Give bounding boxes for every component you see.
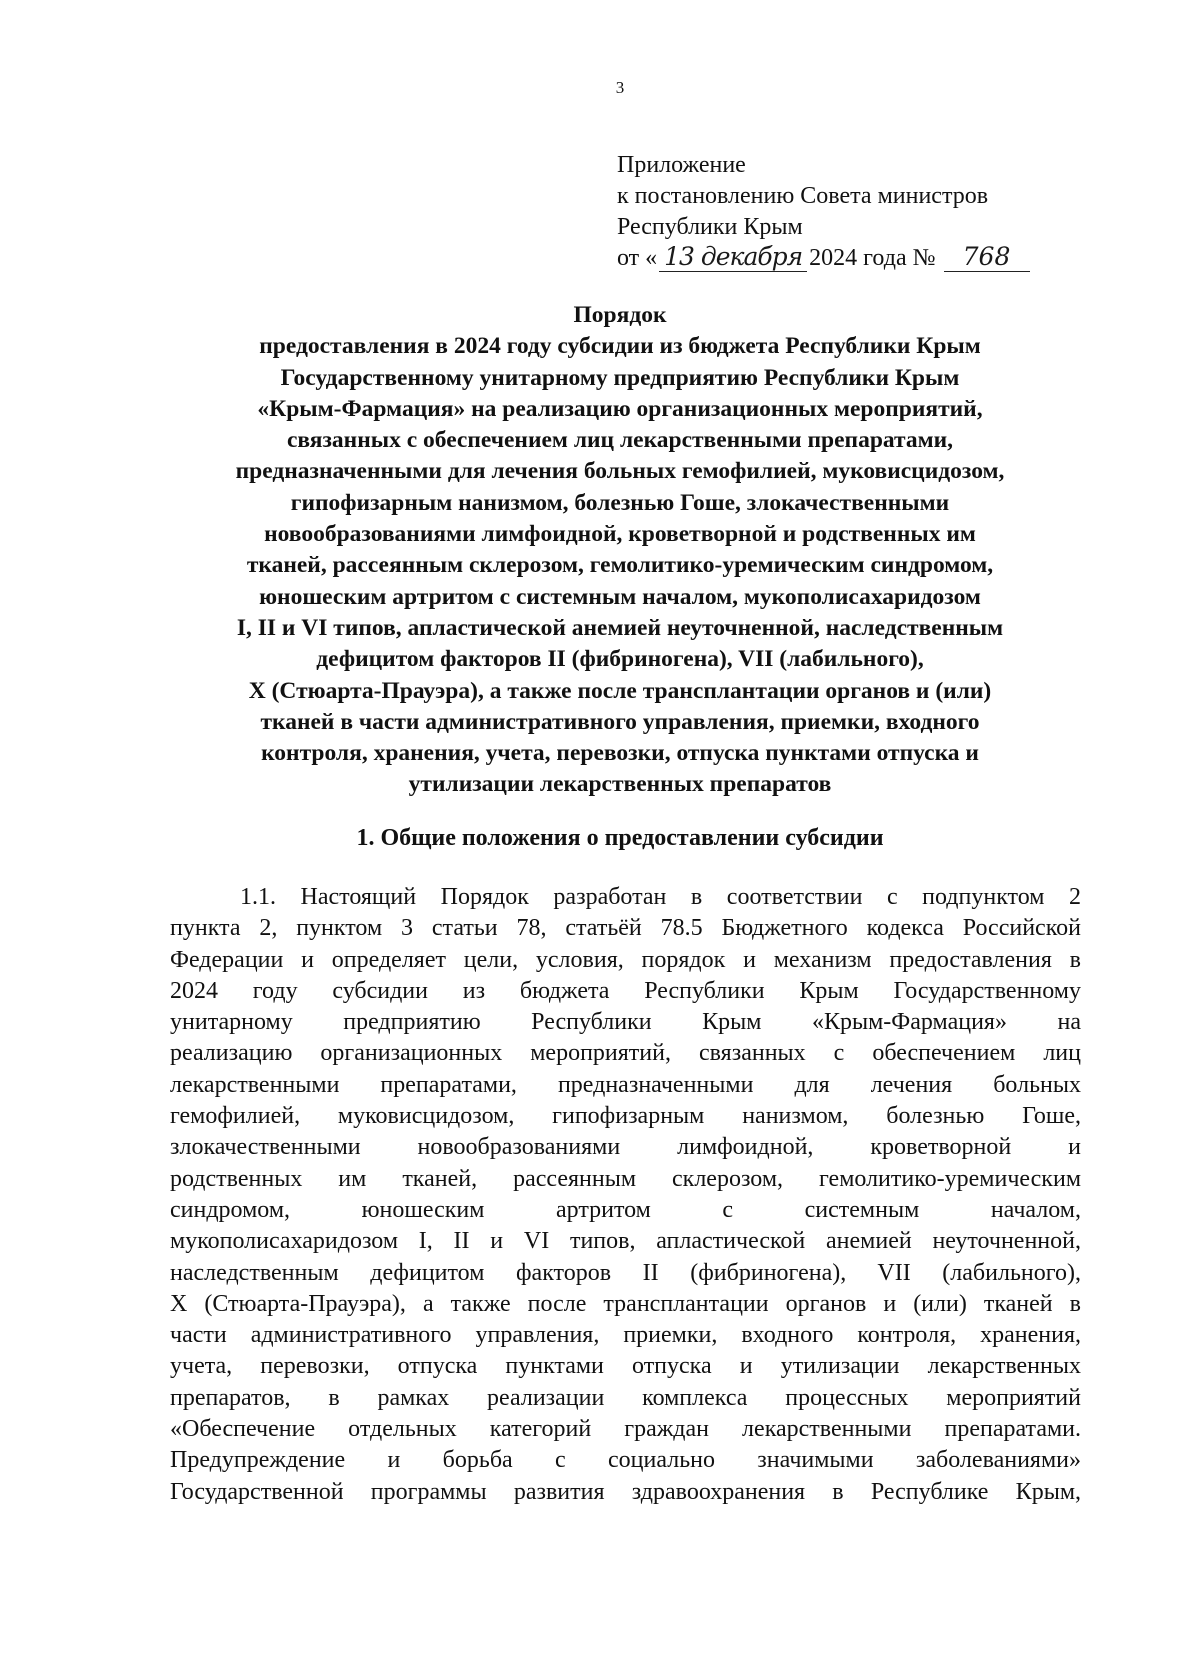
paragraph-line: «Обеспечение отдельных категорий граждан лекарственными препаратами. (170, 1416, 1081, 1443)
title-line: юношеским артритом с системным началом, мукополисахаридозом (259, 583, 981, 610)
paragraph-line: Федерации и определяет цели, условия, порядок и механизм предоставления в (170, 946, 1081, 973)
paragraph-line: унитарному предприятию Республики Крым «Крым-Фармация» на (170, 1009, 1081, 1036)
paragraph-line: части административного управления, приемки, входного контроля, хранения, (170, 1322, 1081, 1349)
title-line: гипофизарным нанизмом, болезнью Гоше, злокачественными (290, 489, 950, 516)
document-title (150, 300, 1090, 801)
appendix-republic-line: Республики Крым (617, 214, 803, 240)
paragraph-line: Предупреждение и борьба с социально значимыми заболеваниями» (170, 1447, 1081, 1474)
paragraph-line: пункта 2, пунктом 3 статьи 78, статьёй 78.5 Бюджетного кодекса Российской (170, 915, 1081, 942)
appendix-resolution-line: к постановлению Совета министров (617, 183, 989, 209)
title-line: контроля, хранения, учета, перевозки, отпуска пунктами отпуска и (261, 740, 979, 767)
paragraph-line: лекарственными препаратами, предназначенными для лечения больных (170, 1071, 1081, 1098)
date-prefix: от « (617, 245, 658, 271)
paragraph-line: гемофилией, муковисцидозом, гипофизарным нанизмом, болезнью Гоше, (170, 1103, 1081, 1130)
title-line: дефицитом факторов II (фибриногена), VII (лабильного), (316, 646, 924, 673)
handwritten-number: 768 (944, 243, 1030, 272)
appendix-block (617, 150, 1177, 274)
paragraph-line: 1.1. Настоящий Порядок разработан в соответствии с подпунктом 2 (240, 884, 1081, 910)
title-line: Государственному унитарному предприятию Республики Крым (280, 364, 960, 391)
paragraph-line: мукополисахаридозом I, II и VI типов, апластической анемией неуточненной, (170, 1228, 1081, 1255)
title-line: тканей в части административного управления, приемки, входного (260, 708, 980, 735)
title-line: «Крым-Фармация» на реализацию организационных мероприятий, (257, 395, 983, 422)
title-line: I, II и VI типов, апластической анемией неуточненной, наследственным (236, 614, 1004, 641)
paragraph-line: Государственной программы развития здравоохранения в Республике Крым, (170, 1478, 1081, 1505)
title-heading: Порядок (573, 302, 667, 328)
paragraph-line: учета, перевозки, отпуска пунктами отпуска и утилизации лекарственных (170, 1353, 1081, 1380)
title-line: предназначенными для лечения больных гемофилией, муковисцидозом, (235, 458, 1005, 485)
title-line: X (Стюарта-Прауэра), а также после трансплантации органов и (или) (248, 677, 992, 704)
paragraph-line: злокачественными новообразованиями лимфоидной, кроветворной и (170, 1134, 1081, 1161)
paragraph-line: родственных им тканей, рассеянным склерозом, гемолитико-уремическим (170, 1165, 1081, 1192)
title-line: связанных с обеспечением лиц лекарственными препаратами, (286, 427, 954, 454)
section-heading: 1. Общие положения о предоставлении субсидии (356, 825, 884, 851)
appendix-date-line (617, 243, 1177, 274)
title-line: тканей, рассеянным склерозом, гемолитико-уремическим синдромом, (246, 552, 994, 579)
paragraph-line: X (Стюарта-Прауэра), а также после трансплантации органов и (или) тканей в (170, 1290, 1081, 1317)
page-number: 3 (615, 78, 625, 97)
date-suffix: 2024 года № (809, 245, 936, 271)
paragraph-line: препаратов, в рамках реализации комплекса процессных мероприятий (170, 1384, 1081, 1411)
paragraph-line: реализацию организационных мероприятий, связанных с обеспечением лиц (170, 1040, 1081, 1067)
handwritten-date: 13 декабря (659, 243, 807, 272)
paragraph-1-1 (170, 882, 1081, 1508)
title-line: новообразованиями лимфоидной, кроветворной и родственных им (264, 521, 976, 548)
title-line: предоставления в 2024 году субсидии из бюджета Республики Крым (259, 333, 981, 360)
title-line: утилизации лекарственных препаратов (408, 771, 832, 798)
paragraph-line: наследственным дефицитом факторов II (фибриногена), VII (лабильного), (170, 1259, 1081, 1286)
paragraph-line: 2024 году субсидии из бюджета Республики Крым Государственному (170, 977, 1081, 1004)
paragraph-line: синдромом, юношеским артритом с системным началом, (170, 1196, 1081, 1223)
appendix-label: Приложение (617, 152, 746, 178)
